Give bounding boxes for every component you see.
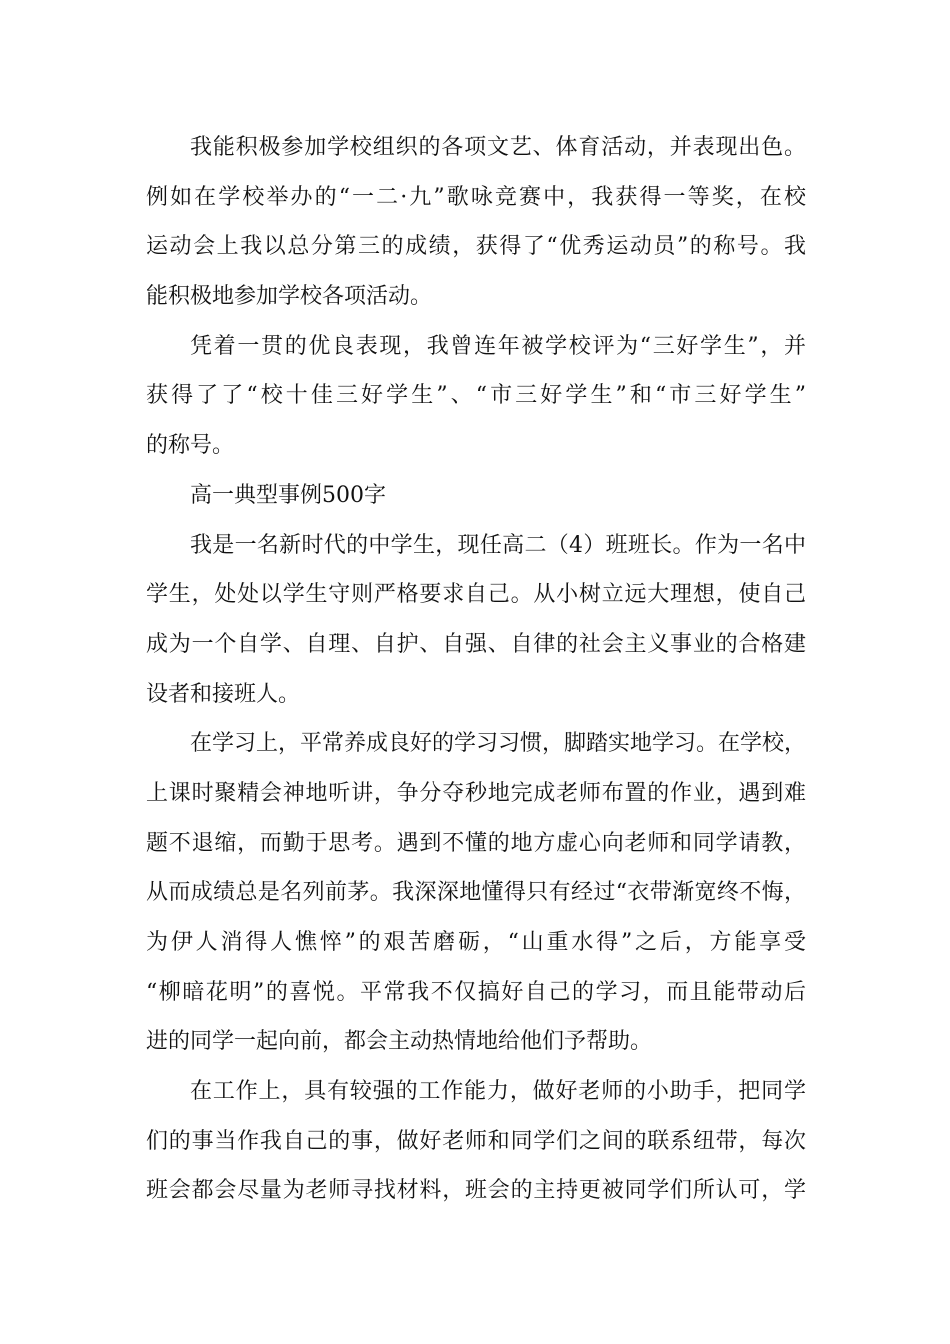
text-line: 学生，处处以学生守则严格要求自己。从小树立远大理想，使自己 bbox=[146, 582, 806, 608]
document-body bbox=[146, 123, 806, 1216]
text-line: 设者和接班人。 bbox=[146, 681, 301, 707]
text-line: 获得了了“校十佳三好学生”、“市三好学生”和“市三好学生” bbox=[146, 383, 806, 409]
text-line: 在学习上，平常养成良好的学习习惯，脚踏实地学习。在学校， bbox=[190, 731, 807, 757]
section-heading: 高一典型事例500字 bbox=[190, 482, 386, 508]
text-line: 我能积极参加学校组织的各项文艺、体育活动，并表现出色。 bbox=[190, 135, 806, 160]
text-line: 成为一个自学、自理、自护、自强、自律的社会主义事业的合格建 bbox=[146, 631, 806, 657]
text-line: 们的事当作我自己的事，做好老师和同学们之间的联系纽带，每次 bbox=[146, 1128, 806, 1154]
text-line: 例如在学校举办的“一二·九”歌咏竞赛中，我获得一等奖，在校 bbox=[146, 184, 806, 210]
text-line: 在工作上，具有较强的工作能力，做好老师的小助手，把同学 bbox=[190, 1079, 806, 1105]
text-line: 班会都会尽量为老师寻找材料，班会的主持更被同学们所认可，学 bbox=[146, 1178, 806, 1204]
text-line: 为伊人消得人憔悴”的艰苦磨砺，“山重水得”之后，方能享受 bbox=[146, 930, 806, 955]
text-line: 运动会上我以总分第三的成绩，获得了“优秀运动员”的称号。我 bbox=[146, 234, 806, 260]
text-line: 题不退缩，而勤于思考。遇到不懂的地方虚心向老师和同学请教， bbox=[146, 830, 806, 856]
text-line: 凭着一贯的优良表现，我曾连年被学校评为“三好学生”，并 bbox=[190, 333, 806, 359]
text-line: 从而成绩总是名列前茅。我深深地懂得只有经过“衣带渐宽终不悔， bbox=[146, 880, 806, 906]
text-line: 的称号。 bbox=[146, 433, 235, 459]
text-line: “柳暗花明”的喜悦。平常我不仅搞好自己的学习，而且能带动后 bbox=[146, 979, 806, 1005]
text-line: 进的同学一起向前，都会主动热情地给他们予帮助。 bbox=[146, 1029, 653, 1055]
text-line: 我是一名新时代的中学生，现任高二（4）班班长。作为一名中 bbox=[190, 532, 806, 558]
text-line: 上课时聚精会神地听讲，争分夺秒地完成老师布置的作业，遇到难 bbox=[146, 780, 806, 806]
text-line: 能积极地参加学校各项活动。 bbox=[146, 284, 433, 310]
